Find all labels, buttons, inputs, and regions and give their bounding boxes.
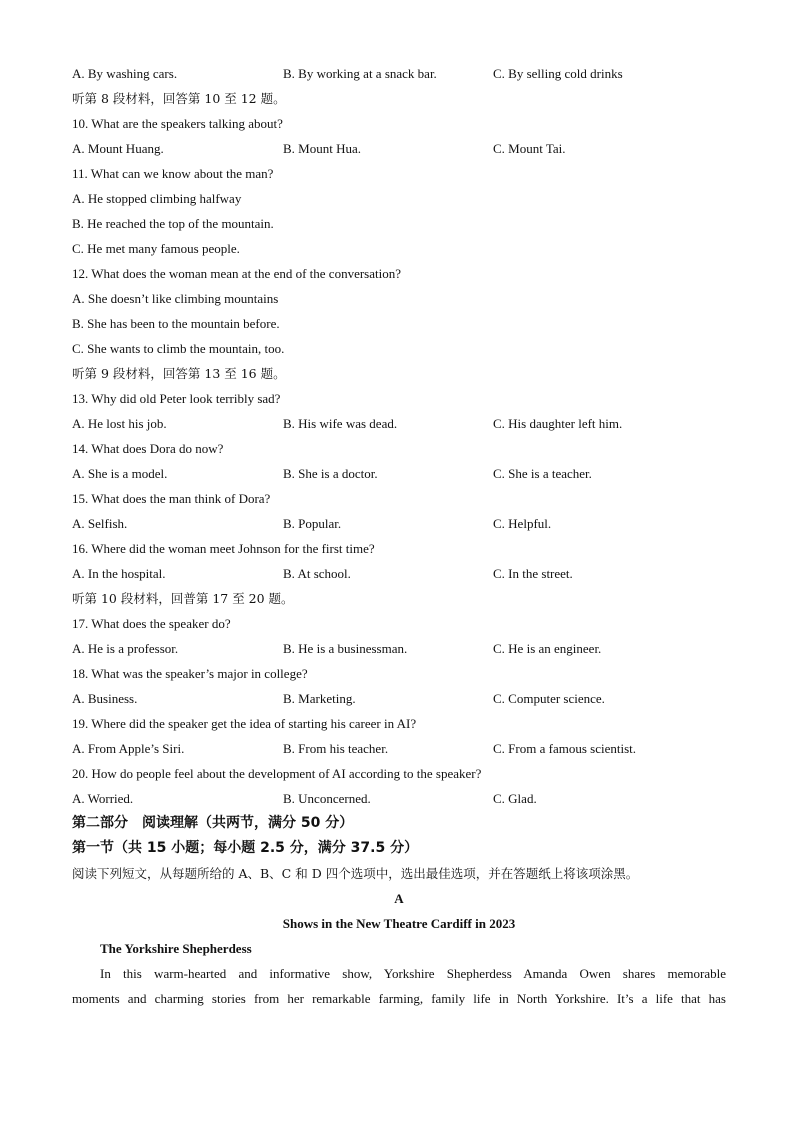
option-c: C. His daughter left him.: [493, 416, 623, 431]
paragraph-line: In this warm-hearted and informative show, Yorkshire Shepherdess Amanda Owen shares memorable: [100, 966, 726, 981]
question-19: 19. Where did the speaker get the idea of starting his career in AI?: [72, 716, 417, 731]
question-17: 17. What does the speaker do?: [72, 616, 231, 631]
question-14: 14. What does Dora do now?: [72, 441, 224, 456]
passage-label: A: [394, 891, 404, 906]
paragraph-line: moments and charming stories from her remarkable farming, family life in North Yorkshire. It’s a life that has: [72, 991, 726, 1006]
section-8-heading: 听第 8 段材料，回答第 10 至 12 题。: [72, 91, 286, 106]
q13-options: [72, 411, 726, 436]
question-16: 16. Where did the woman meet Johnson for the first time?: [72, 541, 375, 556]
passage-title: Shows in the New Theatre Cardiff in 2023: [282, 916, 516, 931]
q11-option-a: A. He stopped climbing halfway: [72, 191, 242, 206]
show-description: [72, 961, 726, 1011]
option-c: C. From a famous scientist.: [493, 741, 636, 756]
option-c: C. He is an engineer.: [493, 641, 602, 656]
q16-options: [72, 561, 726, 586]
question-10: 10. What are the speakers talking about?: [72, 116, 283, 131]
option-c: C. In the street.: [493, 566, 573, 581]
exam-page: [72, 61, 726, 1011]
question-18: 18. What was the speaker’s major in college?: [72, 666, 308, 681]
question-12: 12. What does the woman mean at the end of the conversation?: [72, 266, 401, 281]
option-b: B. Popular.: [283, 516, 342, 531]
option-a: A. Selfish.: [72, 516, 128, 531]
option-b: B. From his teacher.: [283, 741, 389, 756]
q12-option-a: A. She doesn’t like climbing mountains: [72, 291, 279, 306]
part-2-section-1-title: 第一节（共 15 小题；每小题 2.5 分，满分 37.5 分）: [72, 840, 419, 856]
section-10-heading: 听第 10 段材料，回普第 17 至 20 题。: [72, 591, 294, 606]
option-b: B. Marketing.: [283, 691, 356, 706]
option-a: A. From Apple’s Siri.: [72, 741, 185, 756]
q11-option-c: C. He met many famous people.: [72, 241, 240, 256]
question-20: 20. How do people feel about the development of AI according to the speaker?: [72, 766, 482, 781]
q15-options: [72, 511, 726, 536]
q17-options: [72, 636, 726, 661]
option-b: B. Mount Hua.: [283, 141, 361, 156]
option-c: C. Computer science.: [493, 691, 605, 706]
q12-option-b: B. She has been to the mountain before.: [72, 316, 280, 331]
q20-options: [72, 786, 726, 811]
q18-options: [72, 686, 726, 711]
option-b: B. His wife was dead.: [283, 416, 398, 431]
part-2-title: 第二部分 阅读理解（共两节，满分 50 分）: [72, 815, 354, 831]
option-a: A. Mount Huang.: [72, 141, 164, 156]
option-a: A. He is a professor.: [72, 641, 179, 656]
q9-options: [72, 61, 726, 86]
option-a: A. Business.: [72, 691, 138, 706]
reading-instruction: 阅读下列短文，从每题所给的 A、B、C 和 D 四个选项中，选出最佳选项，并在答题纸上将该项涂黑。: [72, 866, 639, 881]
question-13: 13. Why did old Peter look terribly sad?: [72, 391, 281, 406]
option-c: C. Mount Tai.: [493, 141, 566, 156]
q19-options: [72, 736, 726, 761]
option-c: C. She is a teacher.: [493, 466, 592, 481]
option-a: A. He lost his job.: [72, 416, 167, 431]
option-a: A. She is a model.: [72, 466, 168, 481]
option-b: B. She is a doctor.: [283, 466, 378, 481]
q11-option-b: B. He reached the top of the mountain.: [72, 216, 274, 231]
option-a: A. By washing cars.: [72, 66, 178, 81]
q10-options: [72, 136, 726, 161]
section-9-heading: 听第 9 段材料，回答第 13 至 16 题。: [72, 366, 286, 381]
option-b: B. At school.: [283, 566, 351, 581]
option-a: A. Worried.: [72, 791, 134, 806]
question-11: 11. What can we know about the man?: [72, 166, 274, 181]
q12-option-c: C. She wants to climb the mountain, too.: [72, 341, 285, 356]
show-title: The Yorkshire Shepherdess: [100, 941, 252, 956]
option-c: C. Glad.: [493, 791, 537, 806]
option-b: B. He is a businessman.: [283, 641, 408, 656]
q14-options: [72, 461, 726, 486]
question-15: 15. What does the man think of Dora?: [72, 491, 271, 506]
option-a: A. In the hospital.: [72, 566, 166, 581]
option-b: B. By working at a snack bar.: [283, 66, 437, 81]
option-c: C. Helpful.: [493, 516, 552, 531]
option-b: B. Unconcerned.: [283, 791, 371, 806]
option-c: C. By selling cold drinks: [493, 66, 623, 81]
